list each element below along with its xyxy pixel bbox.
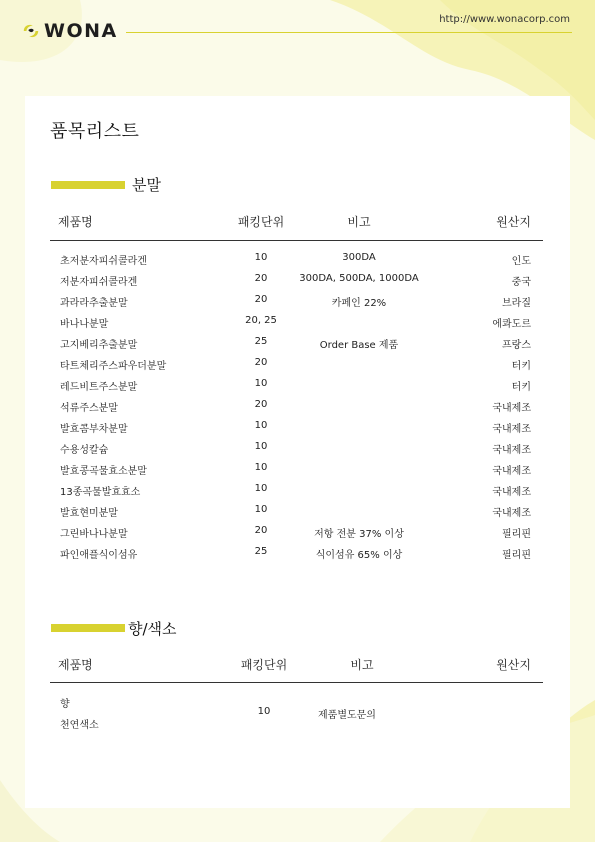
table-row <box>50 395 543 416</box>
table-row <box>50 500 543 521</box>
powder-table-body <box>50 248 543 563</box>
note: 300DA, 500DA, 1000DA <box>299 273 419 284</box>
note: 저항 전분 37% 이상 <box>314 529 404 540</box>
table-row <box>50 689 543 733</box>
header-rule <box>126 32 572 33</box>
section-accent-bar <box>51 181 125 189</box>
packing-unit: 20 <box>254 273 268 284</box>
brand-logo <box>22 20 118 42</box>
logo-mark-icon <box>22 22 40 40</box>
col-origin-header: 원산지 <box>496 215 531 229</box>
packing-unit: 25 <box>254 546 268 557</box>
section-header <box>50 618 543 640</box>
table-row <box>50 416 543 437</box>
product-name: 발효콤부차분말 <box>60 424 128 435</box>
packing-unit: 10 <box>257 706 271 717</box>
product-name: 그린바나나분말 <box>60 529 128 540</box>
packing-unit: 25 <box>254 336 268 347</box>
origin: 중국 <box>511 277 531 288</box>
product-name: 과라라추출분말 <box>60 298 128 309</box>
packing-unit: 20 <box>254 357 268 368</box>
packing-unit: 20 <box>254 525 268 536</box>
product-name: 13종곡물발효효소 <box>60 487 141 498</box>
col-name-header: 제품명 <box>58 215 93 229</box>
table-row <box>50 458 543 479</box>
col-unit-header: 패킹단위 <box>237 215 285 229</box>
product-name: 파인애플식이섬유 <box>60 550 138 561</box>
table-header <box>50 656 543 676</box>
origin: 국내제조 <box>492 403 531 414</box>
table-row <box>50 311 543 332</box>
brand-name: WONA <box>44 20 118 42</box>
table-row <box>50 290 543 311</box>
product-name: 천연색소 <box>60 720 99 731</box>
origin: 필리핀 <box>502 529 531 540</box>
packing-unit: 20 <box>254 294 268 305</box>
origin: 국내제조 <box>492 508 531 519</box>
product-name: 레드비트주스분말 <box>60 382 138 393</box>
product-name: 고지베리추출분말 <box>60 340 138 351</box>
origin: 국내제조 <box>492 445 531 456</box>
product-name: 향 <box>60 699 70 710</box>
packing-unit: 10 <box>254 441 268 452</box>
product-name: 초저분자피쉬콜라겐 <box>60 256 147 267</box>
origin: 인도 <box>511 256 531 267</box>
product-name: 수용성칼슘 <box>60 445 109 456</box>
packing-unit: 20, 25 <box>245 315 277 326</box>
col-unit-header: 패킹단위 <box>240 658 288 672</box>
note: 제품별도문의 <box>318 710 376 721</box>
product-name: 발효현미분말 <box>60 508 118 519</box>
packing-unit: 10 <box>254 252 268 263</box>
table-row <box>50 332 543 353</box>
table-row <box>50 374 543 395</box>
packing-unit: 20 <box>254 399 268 410</box>
table-row <box>50 269 543 290</box>
packing-unit: 10 <box>254 420 268 431</box>
origin: 필리핀 <box>502 550 531 561</box>
table-row <box>50 353 543 374</box>
section-header <box>50 174 543 196</box>
origin: 에콰도르 <box>492 319 531 330</box>
col-name-header: 제품명 <box>58 658 93 672</box>
product-name: 타트체리주스파우더분말 <box>60 361 167 372</box>
note: 300DA <box>342 252 376 263</box>
product-name: 발효콩곡물효소분말 <box>60 466 147 477</box>
website-url[interactable]: http://www.wonacorp.com <box>439 14 570 25</box>
table-header <box>50 213 543 233</box>
origin: 브라질 <box>502 298 531 309</box>
origin: 프랑스 <box>502 340 531 351</box>
origin: 국내제조 <box>492 466 531 477</box>
origin: 터키 <box>511 382 531 393</box>
product-name: 바나나분말 <box>60 319 109 330</box>
col-origin-header: 원산지 <box>496 658 531 672</box>
table-row <box>50 437 543 458</box>
packing-unit: 10 <box>254 504 268 515</box>
table-row <box>50 521 543 542</box>
section-title: 향/색소 <box>128 620 177 638</box>
table-row <box>50 542 543 563</box>
section-flavor <box>50 618 543 733</box>
origin: 터키 <box>511 361 531 372</box>
product-name: 저분자피쉬콜라겐 <box>60 277 138 288</box>
page-title: 품목리스트 <box>50 121 140 142</box>
col-note-header: 비고 <box>347 215 371 229</box>
product-name: 석류주스분말 <box>60 403 118 414</box>
table-row <box>50 248 543 269</box>
origin: 국내제조 <box>492 424 531 435</box>
note: Order Base 제품 <box>319 340 399 351</box>
packing-unit: 10 <box>254 462 268 473</box>
content-card <box>25 96 570 808</box>
section-powder <box>50 174 543 563</box>
section-accent-bar <box>51 624 125 632</box>
note: 카페인 22% <box>331 298 387 309</box>
packing-unit: 10 <box>254 378 268 389</box>
section-title: 분말 <box>132 176 161 194</box>
col-note-header: 비고 <box>350 658 374 672</box>
packing-unit: 10 <box>254 483 268 494</box>
table-row <box>50 479 543 500</box>
origin: 국내제조 <box>492 487 531 498</box>
note: 식이섬유 65% 이상 <box>315 550 403 561</box>
